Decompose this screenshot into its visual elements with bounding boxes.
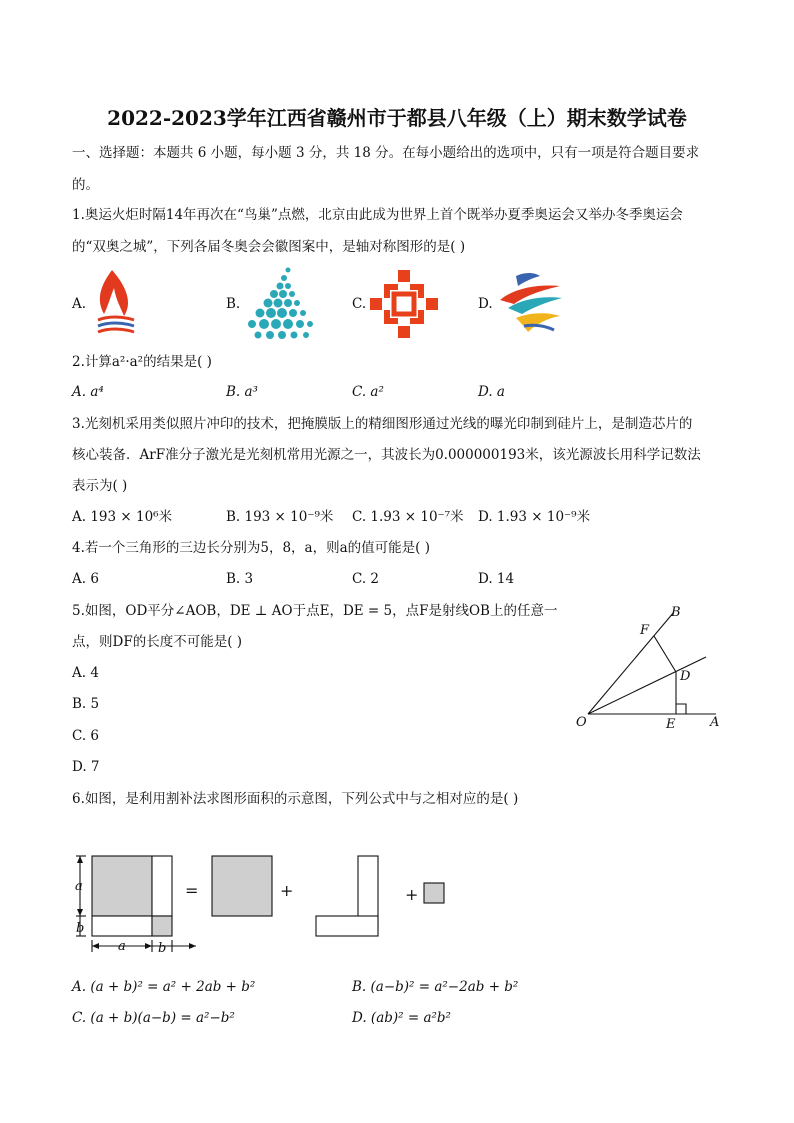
q6-option-a: A. (a + b)² = a² + 2ab + b² bbox=[72, 979, 256, 995]
q5-option-d: D. 7 bbox=[72, 759, 100, 775]
q5-option-a: A. 4 bbox=[72, 665, 99, 681]
plus-sign-1: + bbox=[280, 881, 294, 900]
q4-option-b: B. 3 bbox=[226, 571, 254, 587]
flame-emblem-icon bbox=[90, 266, 140, 340]
q3-option-a: A. 193 × 10⁶米 bbox=[72, 509, 173, 525]
q2-stem: 2.计算a²·a²的结果是( ) bbox=[72, 354, 212, 370]
page-title: 2022-2023学年江西省赣州市于都县八年级（上）期末数学试卷 bbox=[107, 106, 687, 130]
label-A: A bbox=[710, 715, 720, 730]
q2-option-b: B. a³ bbox=[226, 384, 258, 400]
dim-label-b-vertical: b bbox=[76, 921, 85, 936]
area-dissection-figure bbox=[72, 850, 462, 960]
equals-sign: = bbox=[185, 881, 199, 900]
q1-option-c: C. bbox=[352, 296, 367, 312]
q5-option-b: B. 5 bbox=[72, 696, 100, 712]
dim-label-a-horizontal: a bbox=[118, 939, 126, 954]
label-D: D bbox=[680, 669, 691, 684]
q4-option-d: D. 14 bbox=[478, 571, 515, 587]
q4-option-c: C. 2 bbox=[352, 571, 380, 587]
plus-sign-2: + bbox=[405, 885, 419, 904]
q1-stem: 1.奥运火炬时隔14年再次在“鸟巢”点燃，北京由此成为世界上首个既举办夏季奥运会又举办冬季奥运会 bbox=[72, 207, 683, 223]
dim-label-b-horizontal: b bbox=[158, 941, 167, 956]
q6-option-b: B. (a−b)² = a²−2ab + b² bbox=[352, 979, 519, 995]
q5-stem: 5.如图，OD平分∠AOB，DE ⊥ AO于点E，DE = 5，点F是射线OB上的任意一 bbox=[72, 603, 558, 619]
label-O: O bbox=[576, 715, 587, 730]
q3-stem-cont: 核心装备．ArF准分子激光是光刻机常用光源之一，其波长为0.000000193米，该光源波长用科学记数法 bbox=[72, 447, 701, 463]
snowflake-dots-emblem-icon bbox=[240, 264, 318, 342]
q2-option-d: D. a bbox=[478, 384, 505, 400]
q6-option-d: D. (ab)² = a²b² bbox=[352, 1010, 451, 1026]
cross-emblem-icon bbox=[370, 270, 438, 338]
label-F: F bbox=[640, 623, 650, 638]
q2-option-a: A. a⁴ bbox=[72, 384, 104, 400]
ribbon-emblem-icon bbox=[494, 268, 566, 338]
q5-stem-cont: 点，则DF的长度不可能是( ) bbox=[72, 634, 243, 650]
q3-option-d: D. 1.93 × 10⁻⁹米 bbox=[478, 509, 591, 525]
q2-option-c: C. a² bbox=[352, 384, 384, 400]
q3-stem: 3.光刻机采用类似照片冲印的技术，把掩膜版上的精细图形通过光线的曝光印制到硅片上，是制造芯片的 bbox=[72, 416, 693, 432]
q4-stem: 4.若一个三角形的三边长分别为5，8，a，则a的值可能是( ) bbox=[72, 540, 430, 556]
q6-option-c: C. (a + b)(a−b) = a²−b² bbox=[72, 1010, 235, 1026]
q1-stem-cont: 的“双奥之城”，下列各届冬奥会会徽图案中，是轴对称图形的是( ) bbox=[72, 239, 466, 255]
section-heading-cont: 的。 bbox=[72, 177, 99, 193]
label-B: B bbox=[671, 605, 681, 620]
q3-option-b: B. 193 × 10⁻⁹米 bbox=[226, 509, 334, 525]
label-E: E bbox=[666, 717, 676, 732]
section-heading: 一、选择题：本题共 6 小题，每小题 3 分，共 18 分。在每小题给出的选项中，只有一项是符合题目要求 bbox=[72, 145, 700, 161]
q4-option-a: A. 6 bbox=[72, 571, 99, 587]
q6-stem: 6.如图，是利用割补法求图形面积的示意图，下列公式中与之相对应的是( ) bbox=[72, 791, 519, 807]
q5-option-c: C. 6 bbox=[72, 728, 100, 744]
dim-label-a-vertical: a bbox=[75, 879, 83, 894]
q3-option-c: C. 1.93 × 10⁻⁷米 bbox=[352, 509, 464, 525]
q1-option-b: B. bbox=[226, 296, 241, 312]
q1-option-a: A. bbox=[72, 296, 87, 312]
q1-option-d: D. bbox=[478, 296, 493, 312]
q3-stem-end: 表示为( ) bbox=[72, 478, 128, 494]
angle-bisector-figure bbox=[570, 600, 730, 740]
